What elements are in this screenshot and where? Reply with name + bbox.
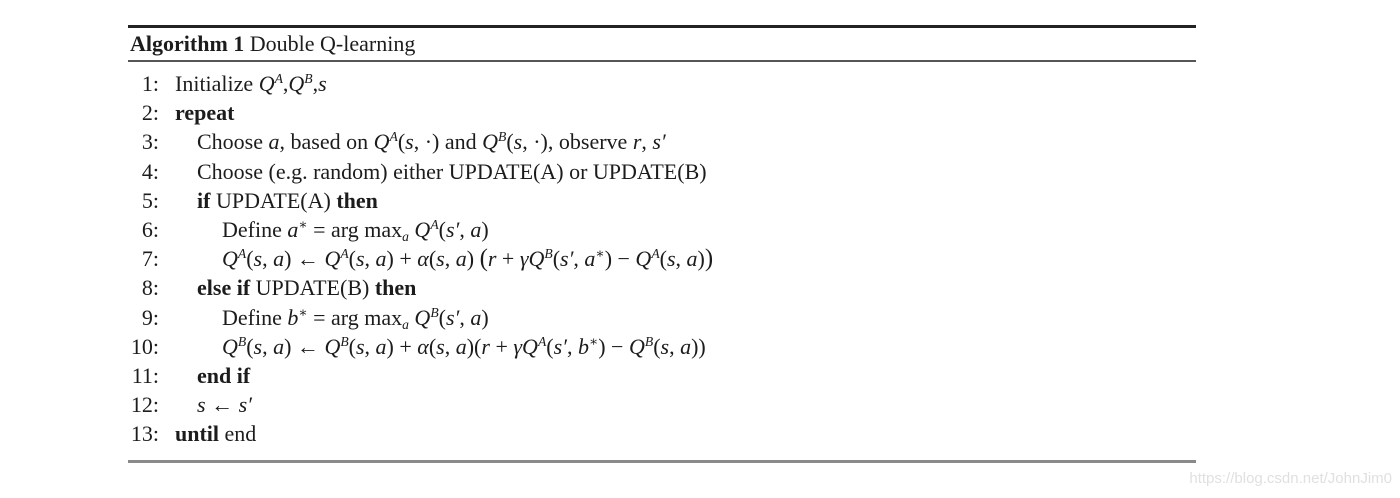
watermark-text: https://blog.csdn.net/JohnJim0 — [1189, 470, 1392, 487]
algorithm-line — [128, 361, 1196, 390]
line-number: 8: — [141, 275, 159, 301]
algorithm-line — [128, 98, 1196, 127]
line-content: if UPDATE(A) then — [197, 187, 378, 213]
line-content: end if — [197, 363, 251, 389]
line-content: Define b∗ = arg $\max_a Q^B(s'$, a) — [222, 304, 489, 332]
line-number: 4: — [141, 158, 159, 184]
algorithm-line — [128, 390, 1196, 419]
algorithm-name: Double Q-learning — [244, 31, 416, 56]
line-number: 6: — [141, 217, 159, 243]
algorithm-line — [128, 69, 1196, 98]
algorithm-title — [128, 28, 1196, 60]
line-content: until end — [175, 421, 257, 447]
algorithm-line — [128, 127, 1196, 156]
line-number: 2: — [141, 100, 159, 126]
line-number: 1: — [141, 71, 159, 96]
line-content: repeat — [175, 100, 235, 126]
line-content: $Q^A(s$, a) ← $Q^A(s$, a) + α(s, a) ($r + \gamma Q^B(s'$, $a^∗) - Q^A(s$, a)) — [222, 245, 714, 273]
line-content: Define a∗ = arg $\max_a Q^A(s'$, a) — [222, 217, 489, 245]
algorithm-line — [128, 332, 1196, 361]
line-content: Choose (e.g. random) either UPDATE(A) or UPDATE(B) — [197, 158, 707, 184]
bottom-rule — [128, 460, 1196, 463]
algorithm-body — [128, 62, 1196, 460]
line-content: Choose a, based on $Q^A(s$, ·) and $Q^B(s$, ·), observe r, s′ — [197, 129, 666, 155]
algorithm-line — [128, 157, 1196, 186]
algorithm-line — [128, 303, 1196, 332]
line-number: 11: — [131, 363, 159, 389]
line-number: 12: — [130, 392, 159, 418]
algorithm-line — [128, 215, 1196, 244]
algorithm-box — [128, 25, 1196, 463]
line-number: 3: — [141, 129, 159, 155]
algorithm-line — [128, 244, 1196, 273]
line-number: 7: — [141, 246, 159, 272]
line-content: $Q^B(s$, a) ← $Q^B(s$, a) + α(s, $a)(r + \gamma Q^A(s'$, $b^∗) - Q^B(s$, a)) — [222, 333, 706, 359]
line-content: else if UPDATE(B) then — [197, 275, 417, 301]
line-number: 5: — [141, 187, 159, 213]
line-content: s ← s′ — [197, 392, 252, 418]
line-number: 13: — [130, 421, 159, 447]
line-number: 9: — [141, 304, 159, 330]
line-content: Initialize $Q^A,Q^B,s$ — [175, 71, 327, 96]
line-number: 10: — [130, 333, 159, 359]
algorithm-line — [128, 186, 1196, 215]
algorithm-line — [128, 273, 1196, 302]
algorithm-label: Algorithm 1 — [130, 31, 245, 56]
algorithm-line — [128, 419, 1196, 448]
